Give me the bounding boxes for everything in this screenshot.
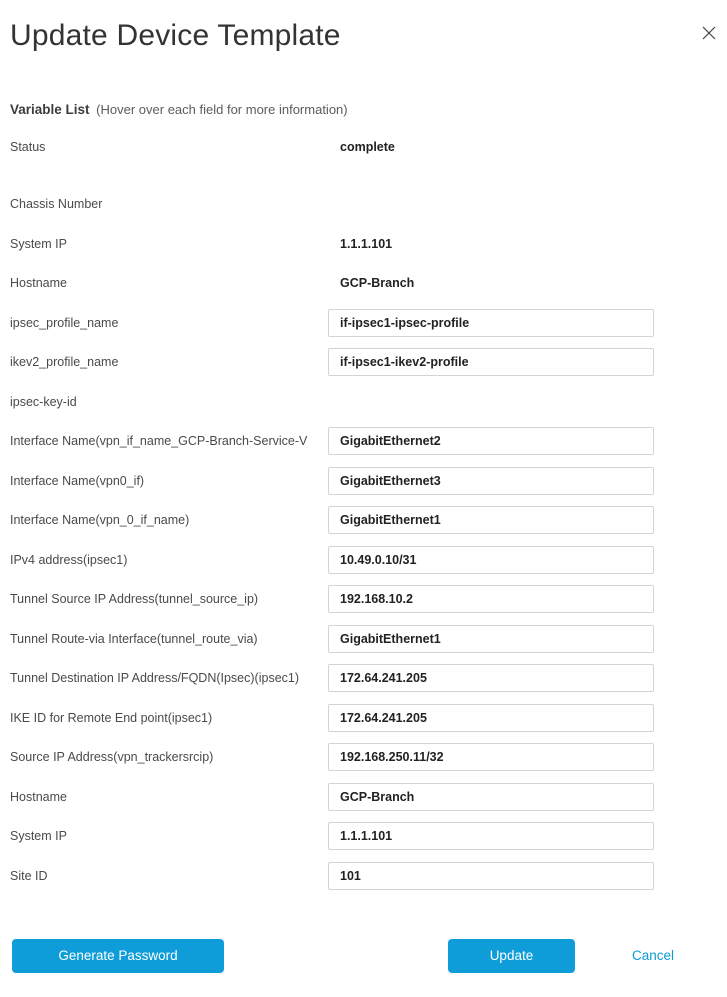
- variable-label: System IP: [10, 829, 67, 844]
- variable-input[interactable]: [328, 783, 654, 811]
- variable-row: [0, 224, 727, 264]
- variable-label: Hostname: [10, 276, 67, 291]
- update-button[interactable]: Update: [448, 939, 575, 973]
- dialog-footer: [12, 939, 674, 973]
- variable-row: [0, 382, 727, 422]
- variable-input[interactable]: [328, 506, 654, 534]
- variable-row: [0, 422, 727, 462]
- variable-value-holder: [328, 309, 654, 337]
- dialog-title: Update Device Template: [10, 19, 341, 52]
- variable-label: ipsec_profile_name: [10, 315, 119, 330]
- variable-input[interactable]: [328, 862, 654, 890]
- variable-label: System IP: [10, 236, 67, 251]
- variable-label: Status: [10, 139, 46, 154]
- variable-value-holder: [328, 783, 654, 811]
- variable-row: [0, 127, 727, 167]
- variable-label: Site ID: [10, 868, 48, 883]
- variable-input[interactable]: [328, 743, 654, 771]
- variable-value-holder: [328, 585, 654, 613]
- variable-list: [0, 127, 727, 896]
- variable-value-holder: [328, 467, 654, 495]
- variable-input[interactable]: [328, 348, 654, 376]
- variable-label: Source IP Address(vpn_trackersrcip): [10, 750, 214, 765]
- variable-row: [0, 698, 727, 738]
- variable-row: [0, 856, 727, 896]
- variable-label: ikev2_profile_name: [10, 355, 119, 370]
- variable-value: complete: [340, 139, 395, 154]
- close-icon[interactable]: [700, 24, 718, 42]
- variable-value-holder: [328, 743, 654, 771]
- variable-label: Interface Name(vpn_if_name_GCP-Branch-Service-V: [10, 434, 308, 449]
- variable-input[interactable]: [328, 309, 654, 337]
- variable-value-holder: [328, 862, 654, 890]
- variable-input[interactable]: [328, 625, 654, 653]
- variable-value: 1.1.1.101: [340, 236, 393, 251]
- variable-row: [0, 619, 727, 659]
- variable-value: GCP-Branch: [340, 276, 415, 291]
- update-device-template-dialog: [0, 19, 727, 997]
- variable-label: IKE ID for Remote End point(ipsec1): [10, 710, 213, 725]
- cancel-link[interactable]: Cancel: [631, 948, 674, 963]
- variable-list-note: (Hover over each field for more information): [96, 102, 348, 117]
- variable-row: [0, 540, 727, 580]
- variable-label: Interface Name(vpn_0_if_name): [10, 513, 190, 528]
- variable-label: Hostname: [10, 789, 67, 804]
- generate-password-button[interactable]: Generate Password: [12, 939, 224, 973]
- variable-input[interactable]: [328, 585, 654, 613]
- variable-label: ipsec-key-id: [10, 394, 77, 409]
- variable-row: [0, 580, 727, 620]
- variable-list-title: Variable List: [10, 102, 90, 117]
- variable-row: [0, 185, 727, 225]
- variable-input[interactable]: [328, 546, 654, 574]
- variable-label: Tunnel Destination IP Address/FQDN(Ipsec)(ipsec1): [10, 671, 300, 686]
- variable-value-holder: [328, 427, 654, 455]
- variable-label: Tunnel Source IP Address(tunnel_source_ip): [10, 592, 259, 607]
- variable-row: [0, 777, 727, 817]
- variable-row: [0, 343, 727, 383]
- variable-input[interactable]: [328, 704, 654, 732]
- variable-value-holder: [328, 348, 654, 376]
- variable-value-holder: [328, 822, 654, 850]
- variable-value-holder: [328, 138, 654, 156]
- variable-row: [0, 461, 727, 501]
- variable-value-holder: [328, 235, 654, 253]
- variable-input[interactable]: [328, 427, 654, 455]
- variable-row: [0, 264, 727, 304]
- variable-input[interactable]: [328, 664, 654, 692]
- variable-value-holder: [328, 274, 654, 292]
- variable-input[interactable]: [328, 822, 654, 850]
- variable-value-holder: [328, 625, 654, 653]
- variable-value-holder: [328, 664, 654, 692]
- variable-value-holder: [328, 546, 654, 574]
- variable-row: [0, 817, 727, 857]
- variable-row: [0, 659, 727, 699]
- variable-label: Interface Name(vpn0_if): [10, 473, 145, 488]
- variable-value-holder: [328, 393, 654, 411]
- variable-row: [0, 303, 727, 343]
- variable-value-holder: [328, 704, 654, 732]
- variable-label: Tunnel Route-via Interface(tunnel_route_via): [10, 631, 258, 646]
- variable-label: IPv4 address(ipsec1): [10, 552, 128, 567]
- variable-row: [0, 738, 727, 778]
- variable-value-holder: [328, 195, 654, 213]
- variable-label: Chassis Number: [10, 197, 103, 212]
- variable-input[interactable]: [328, 467, 654, 495]
- variable-list-heading: [10, 102, 727, 117]
- variable-value-holder: [328, 506, 654, 534]
- variable-row: [0, 501, 727, 541]
